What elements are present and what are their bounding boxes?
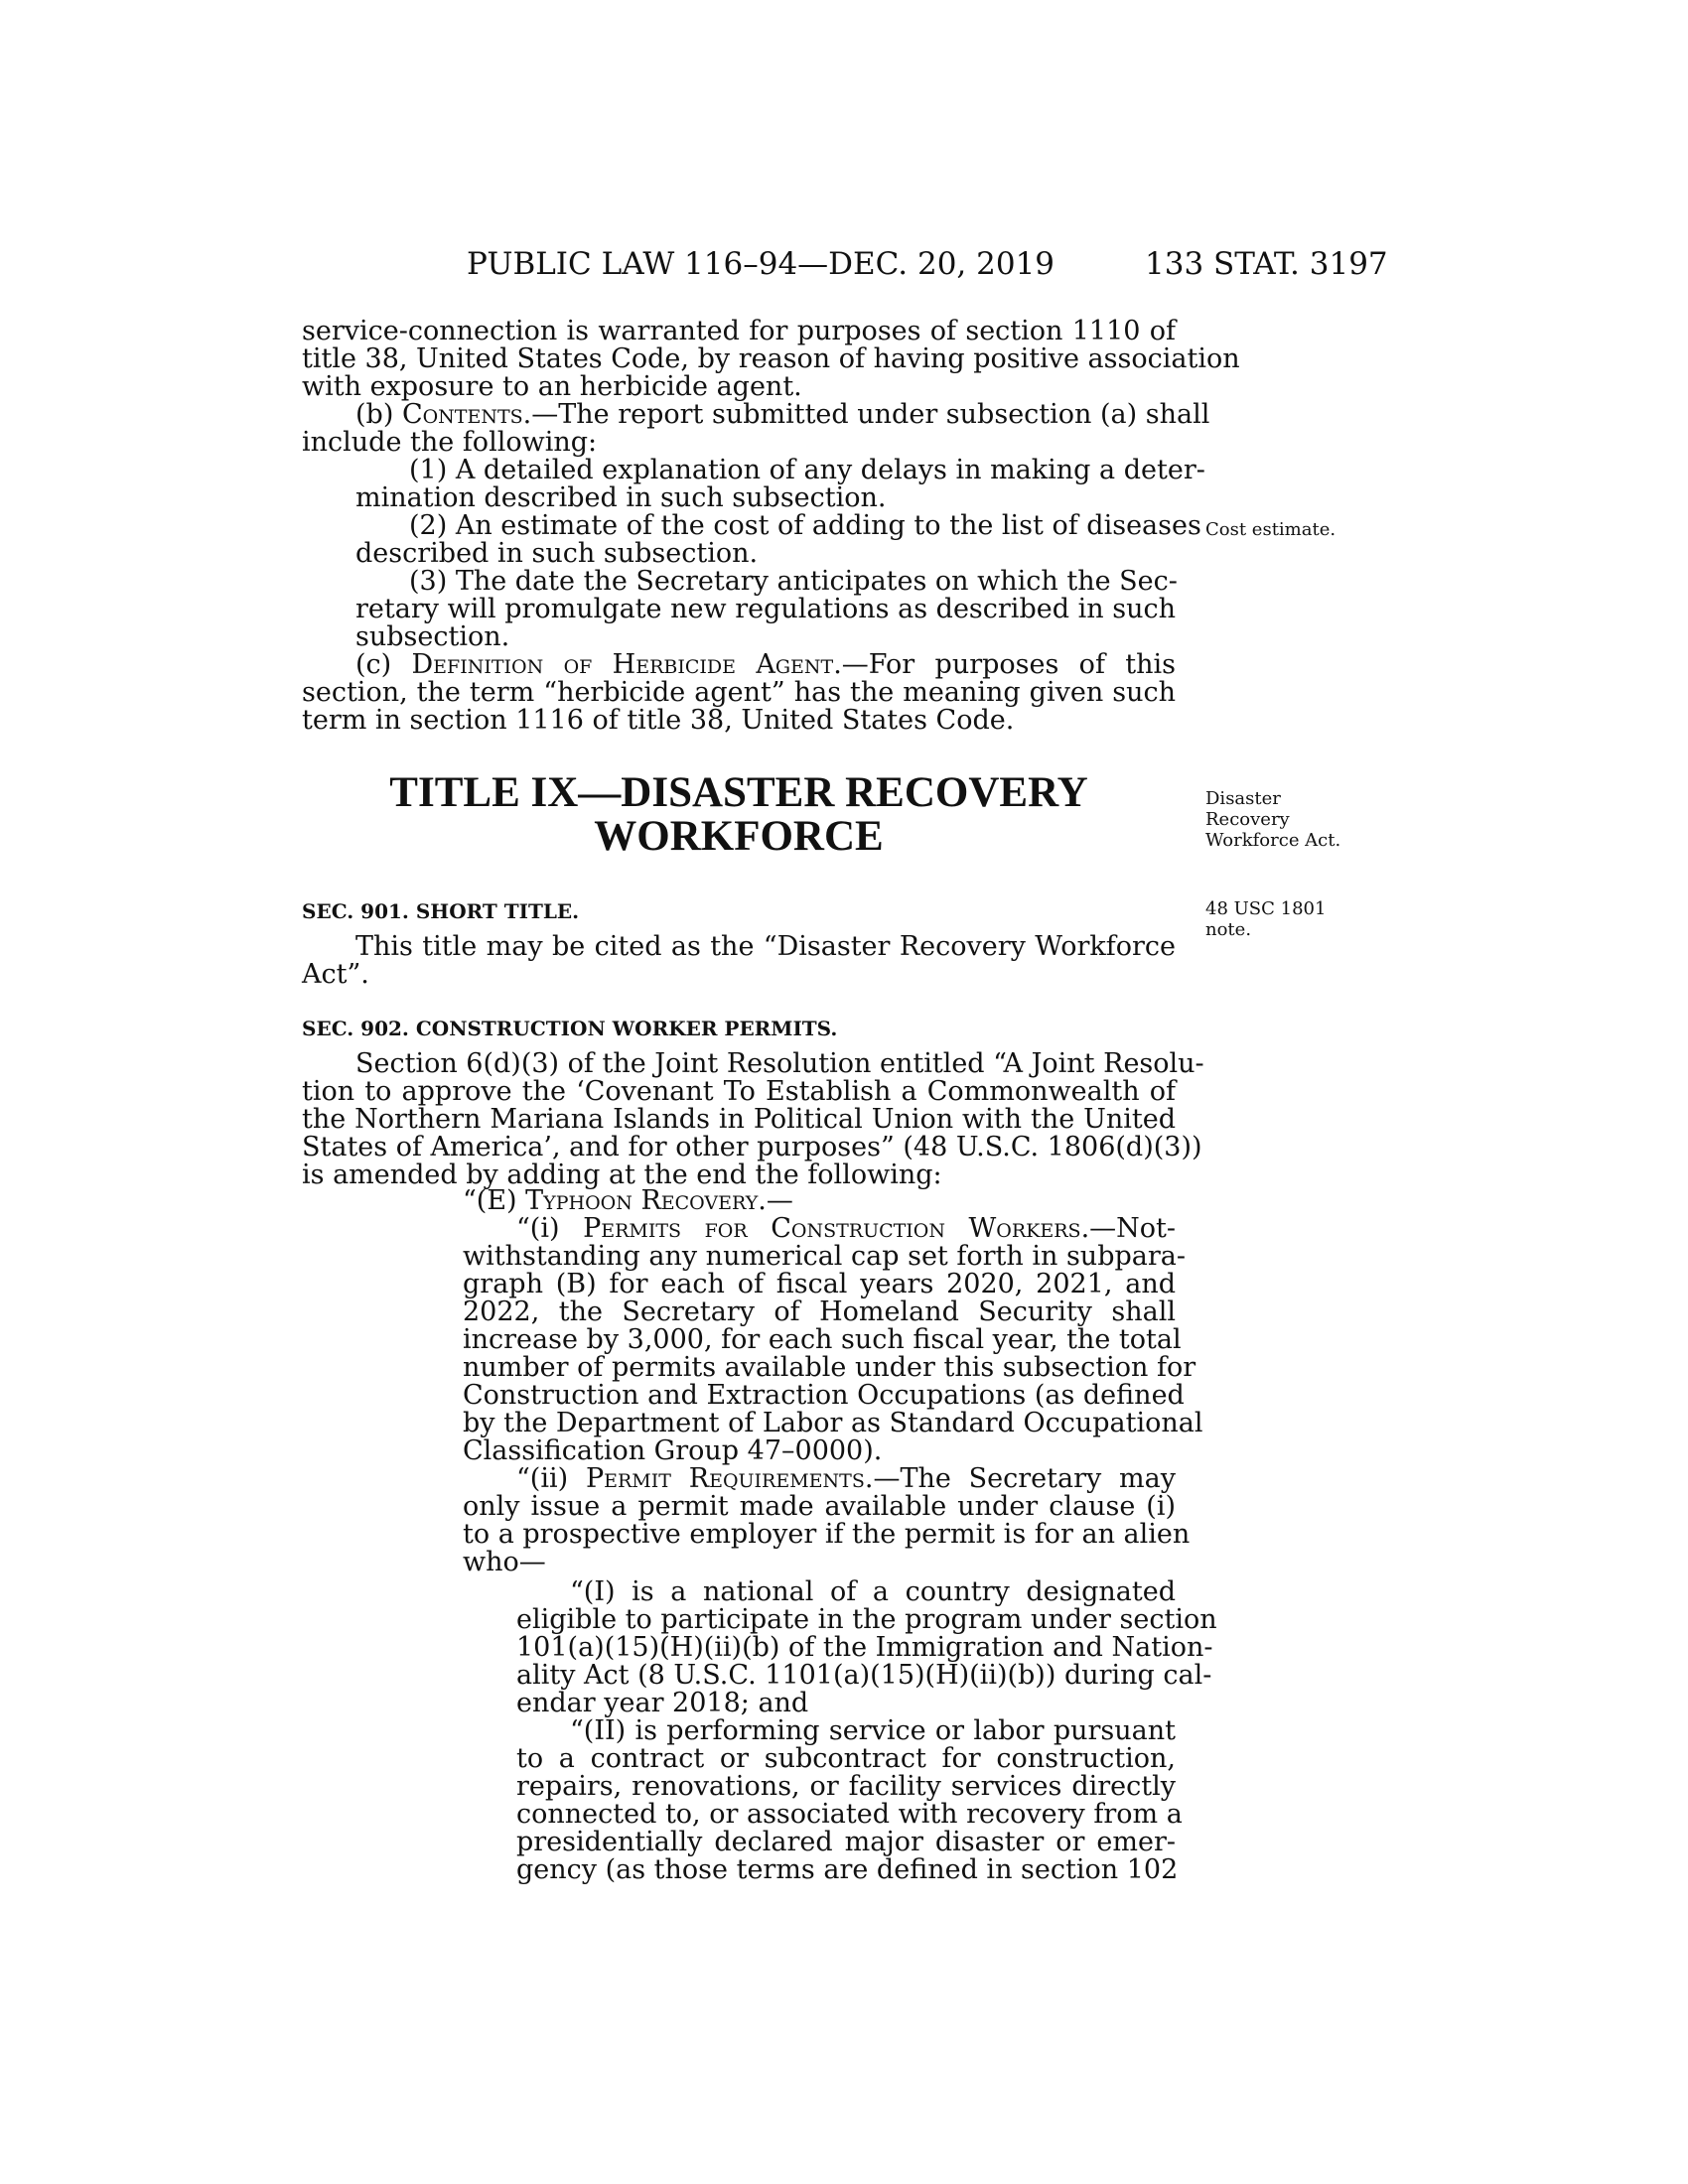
list-item-1: (1) A detailed explanation of any delays in making a deter- — [409, 455, 1205, 485]
text-line: number of permits available under this subsection for — [463, 1352, 1196, 1383]
text-line: subsection. — [355, 621, 510, 652]
clause-heading: Permits for Construction Workers — [583, 1213, 1081, 1244]
clause-text: .—The Secretary may — [864, 1463, 1177, 1494]
list-item-2: (2) An estimate of the cost of adding to the list of diseases — [409, 510, 1201, 541]
subparagraph-lead: “(E) — [463, 1185, 526, 1216]
subparagraph-e-heading — [463, 1187, 793, 1215]
section-901-heading: SEC. 901. SHORT TITLE. — [302, 899, 580, 923]
title-heading: TITLE IX—DISASTER RECOVERY — [389, 769, 1088, 816]
margin-note-line: 48 USC 1801 — [1205, 898, 1327, 919]
text-line: with exposure to an herbicide agent. — [302, 371, 802, 402]
subsection-heading: Contents — [401, 399, 523, 430]
stat-page-number: 133 STAT. 3197 — [1145, 246, 1388, 282]
text-line: term in section 1116 of title 38, United States Code. — [302, 705, 1015, 736]
subparagraph-dash: .— — [758, 1185, 793, 1216]
text-line: This title may be cited as the “Disaster Recovery Workforce — [355, 931, 1176, 962]
text-line: 2022, the Secretary of Homeland Security shall — [463, 1297, 1176, 1327]
subsection-lead: (c) — [355, 649, 412, 680]
text-line: States of America’, and for other purposes” (48 U.S.C. 1806(d)(3)) — [302, 1132, 1202, 1162]
text-line: title 38, United States Code, by reason of having positive association — [302, 343, 1240, 374]
text-line — [355, 651, 1176, 679]
text-line — [355, 399, 1210, 430]
text-line: described in such subsection. — [355, 538, 759, 569]
text-line: to a prospective employer if the permit is for an alien — [463, 1519, 1191, 1550]
subsection-lead: (b) — [355, 399, 402, 430]
text-line: tion to approve the ‘Covenant To Establish a Commonwealth of — [302, 1076, 1176, 1107]
clause-lead: “(ii) — [516, 1463, 586, 1494]
margin-note-line: Workforce Act. — [1205, 830, 1341, 851]
margin-note-line: note. — [1205, 919, 1252, 940]
text-line: retary will promulgate new regulations as described in such — [355, 594, 1176, 624]
text-line: Section 6(d)(3) of the Joint Resolution entitled “A Joint Resolu- — [355, 1048, 1204, 1079]
text-line: to a contract or subcontract for construction, — [516, 1743, 1176, 1774]
text-line: gency (as those terms are defined in section 102 — [516, 1854, 1179, 1885]
text-line: Classification Group 47–0000). — [463, 1435, 883, 1466]
text-line: “(I) is a national of a country designated — [570, 1576, 1176, 1607]
list-item-3: (3) The date the Secretary anticipates on which the Sec- — [409, 566, 1178, 597]
text-line — [516, 1215, 1176, 1243]
text-line: eligible to participate in the program under section — [516, 1604, 1217, 1635]
text-line: graph (B) for each of fiscal years 2020, 2021, and — [463, 1269, 1176, 1299]
text-line: ality Act (8 U.S.C. 1101(a)(15)(H)(ii)(b)) during cal- — [516, 1660, 1212, 1691]
text-line: service-connection is warranted for purposes of section 1110 of — [302, 316, 1176, 346]
text-line: increase by 3,000, for each such fiscal year, the total — [463, 1324, 1182, 1355]
clause-heading: Permit Requirements — [585, 1463, 865, 1494]
running-header: PUBLIC LAW 116–94—DEC. 20, 2019 — [467, 246, 1055, 282]
text-line: who— — [463, 1547, 546, 1577]
text-line: Act”. — [302, 959, 369, 990]
text-line: presidentially declared major disaster or emer- — [516, 1827, 1176, 1857]
text-line: is amended by adding at the end the following: — [302, 1160, 942, 1190]
text-line: withstanding any numerical cap set forth in subpara- — [463, 1241, 1186, 1272]
text-line: include the following: — [302, 427, 598, 458]
text-line: section, the term “herbicide agent” has the meaning given such — [302, 677, 1176, 708]
margin-note-line: Recovery — [1205, 809, 1290, 830]
text-line: the Northern Mariana Islands in Political Union with the United — [302, 1104, 1176, 1135]
title-heading-continued: WORKFORCE — [594, 813, 884, 860]
subsection-text: .—For purposes of this — [833, 649, 1176, 680]
subsection-text: .—The report submitted under subsection (a) shall — [522, 399, 1210, 430]
margin-note-line: Disaster — [1205, 788, 1281, 809]
text-line: endar year 2018; and — [516, 1688, 809, 1718]
clause-lead: “(i) — [516, 1213, 584, 1244]
text-line — [516, 1465, 1176, 1493]
clause-text: .—Not- — [1080, 1213, 1177, 1244]
text-line: only issue a permit made available under clause (i) — [463, 1491, 1176, 1522]
text-line: 101(a)(15)(H)(ii)(b) of the Immigration and Nation- — [516, 1632, 1213, 1663]
margin-note-cost-estimate: Cost estimate. — [1205, 519, 1336, 540]
subsection-heading: Definition of Herbicide Agent — [411, 649, 834, 680]
text-line: Construction and Extraction Occupations (as defined — [463, 1380, 1185, 1411]
text-line: “(II) is performing service or labor pursuant — [570, 1715, 1176, 1746]
text-line: mination described in such subsection. — [355, 482, 887, 513]
subparagraph-title: Typhoon Recovery — [525, 1185, 759, 1216]
text-line: by the Department of Labor as Standard Occupational — [463, 1408, 1203, 1438]
text-line: repairs, renovations, or facility services directly — [516, 1771, 1176, 1802]
text-line: connected to, or associated with recovery from a — [516, 1799, 1183, 1830]
section-902-heading: SEC. 902. CONSTRUCTION WORKER PERMITS. — [302, 1017, 838, 1040]
